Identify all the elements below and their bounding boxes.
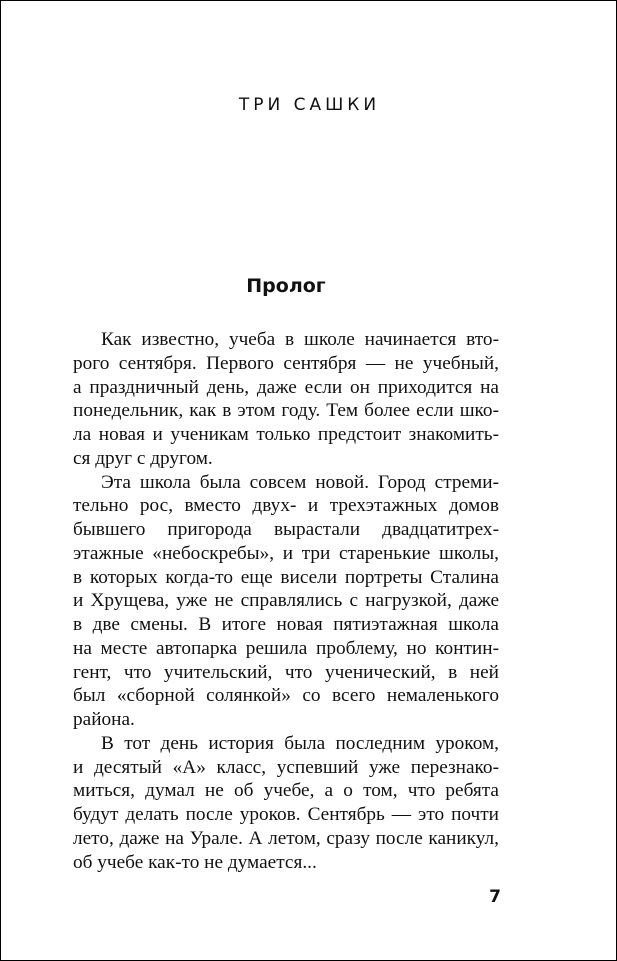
- text-line: в две смены. В итоге новая пятиэтажная школа: [73, 614, 499, 635]
- body-text: [73, 328, 499, 874]
- text-line: а праздничный день, даже если он приходится на: [73, 376, 499, 398]
- text-line: бывшего пригорода вырастали двадцатитрех-: [73, 519, 499, 540]
- text-line: и Хрущева, уже не справлялись с нагрузкой, даже: [73, 590, 499, 612]
- text-line: в которых когда-то еще висели портреты Сталина: [73, 566, 499, 588]
- text-line: Как известно, учеба в школе начинается вто-: [101, 329, 499, 350]
- text-line: будут делать после уроков. Сентябрь — это почти: [73, 804, 499, 825]
- text-line: В тот день история была последним уроком,: [101, 732, 499, 754]
- text-line: лето, даже на Урале. А летом, сразу после каникул,: [73, 827, 499, 849]
- text-line: на месте автопарка решила проблему, но контин-: [73, 637, 499, 659]
- text-line: об учебе как-то не думается...: [73, 851, 317, 873]
- text-line: был «сборной солянкой» со всего немаленького: [73, 685, 499, 707]
- text-line: ся друг с другом.: [73, 447, 213, 469]
- chapter-title: Пролог: [246, 275, 326, 297]
- text-line: ла новая и ученикам только предстоит знакомить-: [73, 424, 499, 445]
- running-head: ТРИ САШКИ: [238, 95, 381, 115]
- text-line: тельно рос, вместо двух- и трехэтажных домов: [73, 495, 499, 517]
- text-line: и десятый «А» класс, успевший уже перезнако-: [73, 756, 499, 778]
- paragraph-1: [73, 328, 499, 471]
- text-line: района.: [73, 709, 135, 730]
- text-line: миться, думал не об учебе, а о том, что ребята: [73, 780, 499, 802]
- text-line: рого сентября. Первого сентября — не учебный,: [73, 352, 499, 374]
- text-line: гент, что учительский, что ученический, в ней: [73, 661, 499, 683]
- page-number: 7: [489, 887, 501, 907]
- text-line: этажные «небоскребы», и три старенькие школы,: [73, 542, 499, 564]
- paragraph-3: [73, 732, 499, 875]
- paragraph-2: [73, 471, 499, 732]
- text-line: понедельник, как в этом году. Тем более если шко-: [73, 400, 499, 422]
- text-line: Эта школа была совсем новой. Город стреми-: [101, 471, 499, 493]
